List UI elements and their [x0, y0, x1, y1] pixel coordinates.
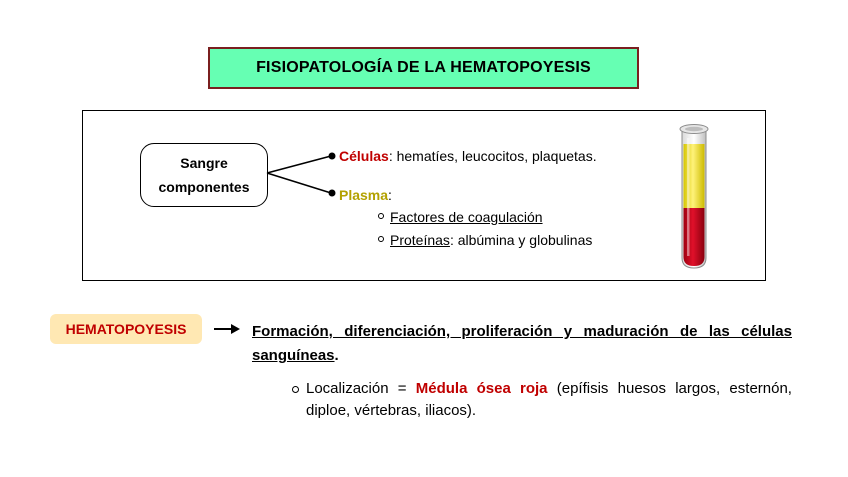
plasma-label: Plasma: [339, 187, 389, 203]
plasma-colon: :: [388, 187, 392, 203]
cells-line: [339, 148, 597, 164]
hematopoyesis-definition: [252, 320, 792, 368]
test-tube-icon: [675, 120, 713, 272]
plasma-item-proteins: [378, 232, 592, 248]
cells-label: Células: [339, 148, 389, 164]
branch-dot-cells: [329, 153, 336, 160]
cells-text: : hematíes, leucocitos, plaquetas.: [388, 148, 597, 164]
arrow-right-icon: [213, 322, 241, 336]
location-rest: (epífisis huesos largos, esternón, diploe, vértebras, iliacos).: [306, 380, 792, 419]
plasma-item-rest: : albúmina y globulinas: [449, 232, 593, 248]
blood-root-node: [140, 143, 268, 207]
branch-line-cells: [267, 156, 331, 173]
branch-connector: [265, 145, 345, 197]
location-prefix: Localización =: [306, 380, 416, 397]
page-title-text: FISIOPATOLOGÍA DE LA HEMATOPOYESIS: [256, 59, 591, 76]
definition-end: .: [334, 347, 339, 364]
plasma-item-label: Proteínas: [390, 232, 450, 248]
plasma-item-label: Factores de coagulación: [390, 209, 543, 225]
plasma-item-coagulation: [378, 209, 543, 225]
page-title: [208, 47, 639, 89]
definition-text: Formación, diferenciación, proliferación y maduración de las células sanguíneas: [252, 323, 792, 364]
hematopoyesis-badge: [50, 314, 202, 344]
branch-line-plasma: [267, 173, 331, 193]
bullet-icon: [378, 213, 384, 219]
branch-dot-plasma: [329, 190, 336, 197]
blood-root-line2: componentes: [158, 179, 250, 195]
bullet-icon: [378, 236, 384, 242]
hematopoyesis-badge-text: HEMATOPOYESIS: [65, 321, 187, 337]
location-strong: Médula ósea roja: [415, 380, 548, 397]
blood-root-line1: Sangre: [180, 155, 228, 171]
bullet-icon: [292, 386, 299, 393]
plasma-line: [339, 187, 392, 203]
hematopoyesis-location: [290, 378, 792, 422]
